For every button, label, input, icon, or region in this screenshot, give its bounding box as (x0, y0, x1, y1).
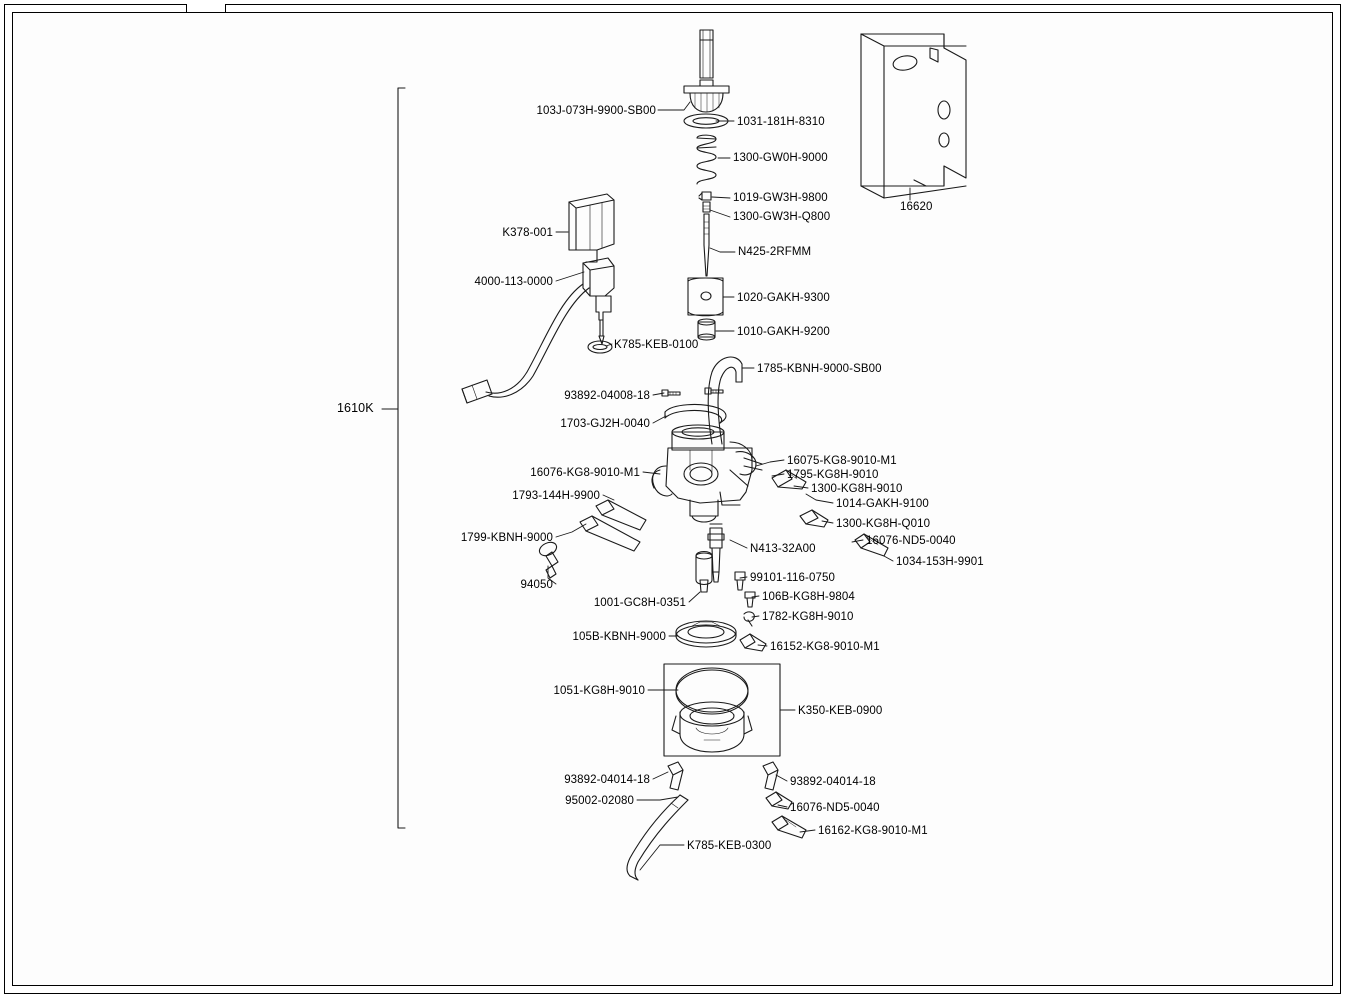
part-label-1799-kbnh-9000: 1799-KBNH-9000 (460, 532, 553, 544)
part-label-106b-kg8h-9804: 106B-KG8H-9804 (762, 591, 855, 603)
group-bracket-1610k (382, 88, 405, 828)
part-k378-001-cap (569, 194, 614, 262)
part-label-1051-kg8h-9010: 1051-KG8H-9010 (553, 685, 645, 697)
part-label-16076-kg8-9010-m1: 16076-KG8-9010-M1 (530, 467, 640, 479)
part-93892-04008-18-screws (662, 388, 723, 396)
part-label-4000-113-0000: 4000-113-0000 (474, 276, 553, 288)
part-label-1010-gakh-9200: 1010-GAKH-9200 (737, 326, 830, 338)
part-label-1785-kbnh-9000-sb00: 1785-KBNH-9000-SB00 (757, 363, 882, 375)
part-label-1793-144h-9900: 1793-144H-9900 (512, 490, 600, 502)
part-1010-gakh-holder (698, 319, 715, 340)
part-label-1001-gc8h-0351: 1001-GC8H-0351 (593, 597, 686, 609)
part-label-k785-keb-0100: K785-KEB-0100 (614, 339, 699, 351)
part-label-k350-keb-0900: K350-KEB-0900 (798, 705, 883, 717)
part-label-16075-kg8-9010-m1: 16075-KG8-9010-M1 (787, 455, 897, 467)
part-label-k785-keb-0300: K785-KEB-0300 (687, 840, 772, 852)
part-label-n413-32a00: N413-32A00 (750, 543, 816, 555)
part-label-1014-gakh-9100: 1014-GAKH-9100 (836, 498, 929, 510)
part-1020-gakh-slide (688, 278, 723, 316)
part-label-1019-gw3h-9800: 1019-GW3H-9800 (733, 192, 828, 204)
part-label-95002-02080: 95002-02080 (565, 795, 634, 807)
part-label-1795-kg8h-9010: 1795-KG8H-9010 (787, 469, 879, 481)
part-16620-bracket (861, 34, 966, 198)
part-label-1782-kg8h-9010: 1782-KG8H-9010 (762, 611, 854, 623)
part-1300-gw0h-spring (697, 135, 716, 184)
part-label-1703-gj2h-0040: 1703-GJ2H-0040 (560, 418, 650, 430)
part-label-1300-kg8h-9010: 1300-KG8H-9010 (811, 483, 903, 495)
part-1001-gc8h-0351-float (696, 552, 712, 593)
part-label-105b-kbnh-9000: 105B-KBNH-9000 (572, 631, 666, 643)
part-n425-needle (704, 214, 709, 276)
part-label-1034-153h-9901: 1034-153H-9901 (896, 556, 984, 568)
part-label-k378-001: K378-001 (502, 227, 553, 239)
part-label-16076-nd5-0040-upper: 16076-ND5-0040 (866, 535, 956, 547)
part-99101-jet (735, 572, 745, 590)
part-1019-needle-clip (699, 192, 711, 212)
part-label-16620: 16620 (900, 201, 933, 213)
part-label-16162-kg8-9010-m1: 16162-KG8-9010-M1 (818, 825, 928, 837)
part-1703-gj2h-0040-clamp (665, 405, 726, 423)
part-carburetor-body (652, 425, 762, 522)
part-top-rod (700, 30, 713, 78)
part-label-16076-nd5-0040-lower: 16076-ND5-0040 (790, 802, 880, 814)
part-label-1031-181h-8310: 1031-181H-8310 (737, 116, 825, 128)
part-label-93892-04008-18: 93892-04008-18 (564, 390, 650, 402)
part-throttle-linkage (537, 500, 646, 578)
part-label-94050: 94050 (520, 579, 553, 591)
part-label-n425-2rfmm: N425-2RFMM (738, 246, 812, 258)
part-label-1300-gw0h-9000: 1300-GW0H-9000 (733, 152, 828, 164)
part-label-103j-073h-9900-sb00: 103J-073H-9900-SB00 (536, 105, 656, 117)
part-k785-keb-0100-oring (588, 341, 612, 353)
part-bottom-screws (668, 762, 806, 838)
part-106b-kg8h-screw (745, 592, 755, 607)
part-label-93892-04014-18-right: 93892-04014-18 (790, 776, 876, 788)
part-1782-kg8h-clip (744, 612, 754, 626)
part-105b-kbnh-9000-ring (676, 621, 736, 647)
part-label-1300-kg8h-q010: 1300-KG8H-Q010 (836, 518, 931, 530)
part-103j-cap (684, 80, 729, 112)
part-label-16152-kg8-9010-m1: 16152-KG8-9010-M1 (770, 641, 880, 653)
part-label-1020-gakh-9300: 1020-GAKH-9300 (737, 292, 830, 304)
part-label-99101-116-0750: 99101-116-0750 (750, 572, 835, 584)
part-label-1300-gw3h-q800: 1300-GW3H-Q800 (733, 211, 831, 223)
part-16152-kg8-screw (740, 634, 766, 651)
part-label-93892-04014-18-left: 93892-04014-18 (564, 774, 650, 786)
group-label-1610k: 1610K (337, 401, 374, 415)
part-k785-keb-0300-hose (627, 795, 688, 880)
part-k350-keb-0900-bowl (664, 664, 780, 756)
